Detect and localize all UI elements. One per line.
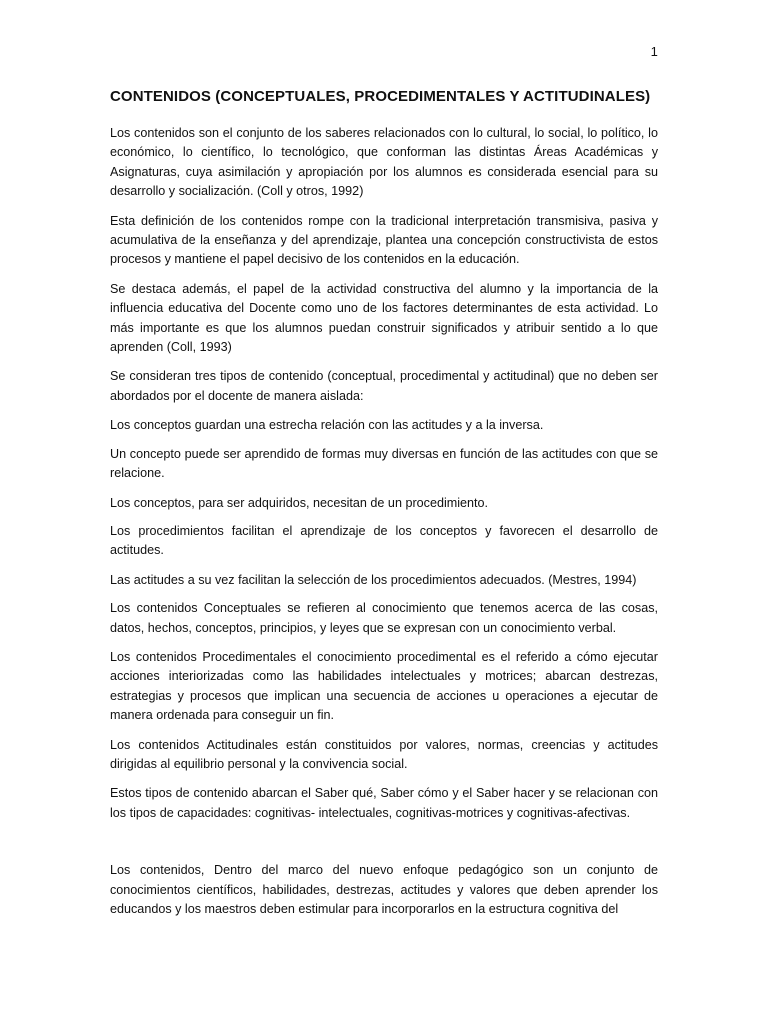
paragraph-procedures: Los procedimientos facilitan el aprendizaje de los conceptos y favorecen el desarrollo de actitudes. <box>110 523 658 558</box>
paragraph-procedural: Los contenidos Procedimentales el conocimiento procedimental es el referido a cómo ejecutar acciones interiorizadas como las habilidades intelectuales y motrices; abarcan destrezas, estrategias y procesos que implican una secuencia de acciones u operaciones a ejecutar de manera ordenada para conseguir un fin. <box>110 649 658 723</box>
document-title: CONTENIDOS (CONCEPTUALES, PROCEDIMENTALES Y ACTITUDINALES) <box>110 88 651 105</box>
paragraph-concept-learning: Un concepto puede ser aprendido de formas muy diversas en función de las actitudes con que se relacione. <box>110 446 658 481</box>
paragraph-constructivist: Esta definición de los contenidos rompe con la tradicional interpretación transmisiva, pasiva y acumulativa de la enseñanza y del aprendizaje, plantea una concepción constructivista de estos procesos y mantiene el papel decisivo de los contenidos en la educación. <box>110 213 658 267</box>
paragraph-definition: Los contenidos son el conjunto de los saberes relacionados con lo cultural, lo social, lo político, lo económico, lo científico, lo tecnológico, que conforman las distintas Áreas Académicas y Asignaturas, cuya asimilación y apropiación por los alumnos es considerada esencial para su desarrollo y socialización. (Coll y otros, 1992) <box>110 126 658 199</box>
paragraph-concepts-attitudes: Los conceptos guardan una estrecha relación con las actitudes y a la inversa. <box>110 418 544 433</box>
paragraph-pedagogical-focus: Los contenidos, Dentro del marco del nuevo enfoque pedagógico son un conjunto de conocimientos científicos, habilidades, destrezas, actitudes y valores que deben aprender los educandos y los maestros deben estimular para incorporarlos en la estructura cognitiva del <box>110 863 658 916</box>
paragraph-attitudes-selection: Las actitudes a su vez facilitan la selección de los procedimientos adecuados. (Mestres, 1994) <box>110 572 637 587</box>
paragraph-three-types: Se consideran tres tipos de contenido (conceptual, procedimental y actitudinal) que no deben ser abordados por el docente de manera aislada: <box>110 369 658 403</box>
paragraph-conceptual: Los contenidos Conceptuales se refieren al conocimiento que tenemos acerca de las cosas, datos, hechos, conceptos, principios, y leyes que se expresan con un conocimiento verbal. <box>110 601 658 635</box>
paragraph-concepts-procedure: Los conceptos, para ser adquiridos, necesitan de un procedimiento. <box>110 495 489 510</box>
paragraph-knowledge-types: Estos tipos de contenido abarcan el Saber qué, Saber cómo y el Saber hacer y se relacionan con los tipos de capacidades: cognitivas- intelectuales, cognitivas-motrices y cognitivas-afectivas. <box>110 786 658 820</box>
page-number: 1 <box>650 44 658 59</box>
document-body <box>110 86 658 929</box>
paragraph-attitudinal: Los contenidos Actitudinales están constituidos por valores, normas, creencias y actitudes dirigidas al equilibrio personal y la convivencia social. <box>110 737 658 771</box>
section-spacer <box>110 833 658 861</box>
paragraph-activity: Se destaca además, el papel de la actividad constructiva del alumno y la importancia de la influencia educativa del Docente como uno de los factores determinantes de esta actividad. Lo más importante es que los alumnos puedan construir significados y atribuir sentido a lo que aprenden (Coll, 1993) <box>110 281 658 355</box>
